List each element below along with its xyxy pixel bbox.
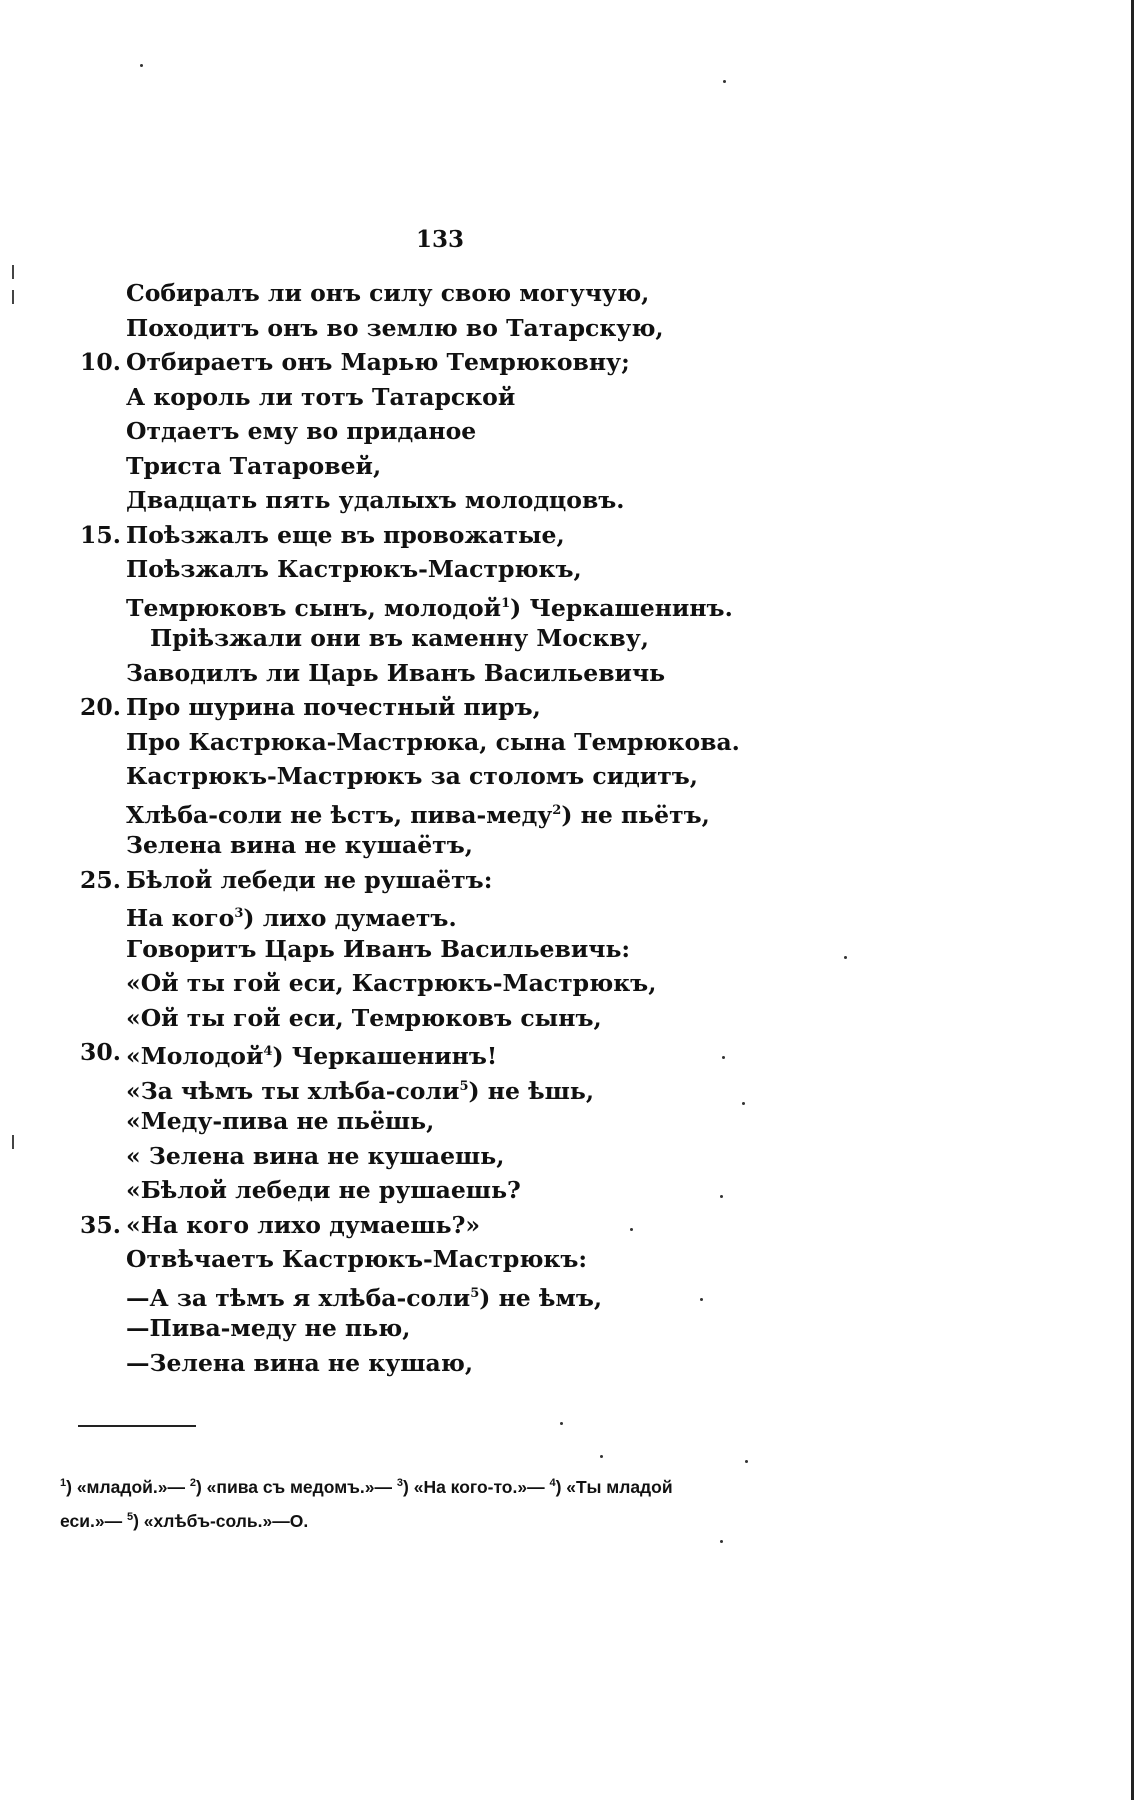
verse-text-part: «Меду-пива не пьёшь, bbox=[126, 1107, 435, 1135]
footnote-number: 3 bbox=[396, 1477, 404, 1489]
footnote-line-1: $^1$) «младой.»— $^2$) «пива съ медомъ.»— $^3$) «На кого-то.»— $^4$) «Ты младой bbox=[60, 1477, 673, 1497]
verse-line bbox=[0, 587, 900, 622]
verse-text-part: Двадцать пять удалыхъ молодцовъ. bbox=[126, 486, 625, 514]
verse-line bbox=[0, 552, 900, 587]
verse-text: На кого$^3$) лихо думаетъ. bbox=[126, 904, 457, 932]
verse-text bbox=[126, 759, 698, 794]
verse-text-part: Походитъ онъ во землю во Татарскую, bbox=[126, 313, 664, 342]
footnote-ref: 5 bbox=[470, 1285, 480, 1301]
footnote-ref: 5 bbox=[459, 1078, 469, 1094]
line-number: 25. bbox=[80, 865, 121, 894]
verse-text-part: Триста Татаровей, bbox=[126, 451, 382, 480]
scan-speck bbox=[720, 1540, 723, 1543]
verse-text-part: лихо думаетъ. bbox=[254, 904, 457, 932]
verse-text bbox=[126, 552, 582, 587]
verse-line bbox=[0, 1346, 900, 1381]
verse-text: «За чѣмъ ты хлѣба-соли$^5$) не ѣшь, bbox=[126, 1076, 595, 1105]
verse-text-part: «Ой ты гой еси, Темрюковъ сынъ, bbox=[126, 1003, 602, 1032]
scan-speck bbox=[844, 956, 847, 959]
footnote-text: «младой.»— bbox=[71, 1477, 190, 1497]
verse-text-part: Про шурина почестный пиръ, bbox=[126, 693, 541, 721]
verse-text bbox=[126, 1139, 504, 1174]
verse-text bbox=[126, 449, 381, 484]
scan-mark bbox=[12, 265, 14, 279]
verse-line bbox=[0, 932, 900, 967]
footnote-text: «пива съ медомъ.»— bbox=[201, 1477, 397, 1497]
scan-speck bbox=[723, 80, 726, 83]
line-number: 35. bbox=[80, 1210, 121, 1239]
verse-block bbox=[0, 276, 900, 1380]
verse-line bbox=[0, 1208, 900, 1243]
verse-text-part: Бѣлой лебеди не рушаётъ: bbox=[126, 865, 493, 894]
scan-speck bbox=[140, 64, 143, 67]
footnote-rule bbox=[78, 1425, 196, 1427]
verse-text bbox=[126, 1311, 410, 1346]
verse-text bbox=[126, 414, 476, 449]
verse-line bbox=[0, 345, 900, 380]
footnote-ref: 4 bbox=[263, 1044, 273, 1059]
verse-line bbox=[0, 518, 900, 553]
footnotes bbox=[60, 1468, 840, 1536]
verse-text-part: Темрюковъ сынъ, молодой bbox=[126, 593, 502, 622]
footnote-number: 5 bbox=[126, 1511, 134, 1523]
verse-line bbox=[0, 414, 900, 449]
verse-text bbox=[126, 690, 541, 725]
scan-speck bbox=[560, 1422, 563, 1425]
scan-speck bbox=[745, 1460, 748, 1463]
verse-line bbox=[0, 690, 900, 725]
verse-text-part: не ѣшь, bbox=[479, 1076, 595, 1105]
verse-line bbox=[0, 828, 900, 863]
verse-text bbox=[126, 1346, 473, 1381]
verse-text-part: «Бѣлой лебеди не рушаешь? bbox=[126, 1176, 521, 1204]
verse-text-part: Поѣзжалъ Кастрюкъ-Мастрюкъ, bbox=[126, 555, 582, 583]
verse-text-part: А король ли тотъ Татарской bbox=[126, 382, 516, 411]
footnote-number: 1 bbox=[60, 1477, 67, 1489]
verse-text-part: Пріѣзжали они въ каменну Москву, bbox=[150, 624, 649, 652]
footnote-text: «хлѣбъ-соль.»—О. bbox=[138, 1511, 309, 1531]
verse-line bbox=[0, 863, 900, 898]
verse-line bbox=[0, 1001, 900, 1036]
verse-text-part: Кастрюкъ-Мастрюкъ за столомъ сидитъ, bbox=[126, 762, 698, 790]
footnote-ref: 3 bbox=[234, 906, 244, 921]
verse-line bbox=[0, 1311, 900, 1346]
verse-text bbox=[126, 828, 473, 863]
verse-text: Хлѣба-соли не ѣстъ, пива-меду$^2$) не пьётъ, bbox=[126, 800, 710, 829]
verse-text bbox=[126, 276, 649, 311]
verse-text bbox=[126, 966, 656, 1001]
verse-text bbox=[150, 621, 649, 656]
verse-text-part: Собиралъ ли онъ силу свою могучую, bbox=[126, 279, 650, 307]
page-number: 133 bbox=[415, 226, 464, 253]
verse-line bbox=[0, 759, 900, 794]
verse-line bbox=[0, 311, 900, 346]
verse-text bbox=[126, 1104, 434, 1139]
footnote-text: «Ты младой bbox=[561, 1477, 673, 1497]
verse-line bbox=[0, 380, 900, 415]
verse-text-part: «Ой ты гой еси, Кастрюкъ-Мастрюкъ, bbox=[126, 969, 657, 997]
scan-speck bbox=[630, 1228, 633, 1231]
scan-speck bbox=[700, 1298, 703, 1301]
scan-speck bbox=[720, 1195, 723, 1198]
verse-line bbox=[0, 276, 900, 311]
verse-line bbox=[0, 483, 900, 518]
verse-line bbox=[0, 794, 900, 829]
verse-text-part: Зелена вина не кушаётъ, bbox=[126, 831, 473, 859]
verse-text bbox=[126, 380, 515, 415]
verse-text-part: Отдаетъ ему во приданое bbox=[126, 417, 477, 445]
verse-line bbox=[0, 1035, 900, 1070]
verse-text bbox=[126, 1001, 602, 1036]
verse-text bbox=[126, 311, 664, 346]
verse-line bbox=[0, 1070, 900, 1105]
verse-line bbox=[0, 966, 900, 1001]
line-number: 15. bbox=[80, 520, 121, 549]
verse-text-part: Говоритъ Царь Иванъ Васильевичь: bbox=[126, 934, 631, 963]
verse-text-part: На кого bbox=[126, 904, 235, 932]
verse-text-part: Хлѣба-соли не ѣстъ, пива-меду bbox=[126, 800, 553, 829]
verse-line bbox=[0, 1173, 900, 1208]
verse-text bbox=[126, 863, 492, 898]
verse-text-part: «На кого лихо думаешь?» bbox=[126, 1210, 481, 1239]
verse-line bbox=[0, 621, 900, 656]
verse-text bbox=[126, 483, 625, 518]
footnote-number: 2 bbox=[189, 1477, 196, 1489]
verse-line bbox=[0, 1277, 900, 1312]
verse-text-part: « Зелена вина не кушаешь, bbox=[126, 1141, 505, 1170]
verse-text bbox=[126, 725, 740, 760]
verse-text-part: —Пива-меду не пью, bbox=[126, 1314, 411, 1342]
verse-text-part: «За чѣмъ ты хлѣба-соли bbox=[126, 1076, 460, 1105]
verse-text: —А за тѣмъ я хлѣба-соли$^5$) не ѣмъ, bbox=[126, 1283, 603, 1312]
verse-text-part: Черкашенинъ. bbox=[521, 593, 733, 622]
verse-text-part: Отвѣчаетъ Кастрюкъ-Мастрюкъ: bbox=[126, 1245, 588, 1273]
verse-line bbox=[0, 897, 900, 932]
verse-text-part: «Молодой bbox=[126, 1042, 264, 1070]
scan-speck bbox=[600, 1455, 603, 1458]
line-number: 30. bbox=[80, 1038, 121, 1066]
verse-text bbox=[126, 345, 630, 380]
footnote-text: еси.»— bbox=[60, 1511, 127, 1531]
scan-speck bbox=[722, 1056, 725, 1059]
verse-text-part: Поѣзжалъ еще въ провожатые, bbox=[126, 520, 565, 549]
verse-line bbox=[0, 449, 900, 484]
verse-line bbox=[0, 656, 900, 691]
footnote-text: «На кого-то.»— bbox=[408, 1477, 550, 1497]
verse-line bbox=[0, 725, 900, 760]
verse-text bbox=[126, 932, 630, 967]
verse-text bbox=[126, 656, 665, 691]
verse-text-part: не ѣмъ, bbox=[490, 1283, 603, 1312]
verse-line bbox=[0, 1139, 900, 1174]
verse-line bbox=[0, 1242, 900, 1277]
verse-text-part: —Зелена вина не кушаю, bbox=[126, 1348, 474, 1377]
footnote-ref: 2 bbox=[552, 802, 562, 818]
line-number: 10. bbox=[80, 348, 121, 376]
verse-text-part: Про Кастрюка-Мастрюка, сына Темрюкова. bbox=[126, 727, 740, 756]
scan-speck bbox=[742, 1102, 745, 1105]
verse-text-part: Черкашенинъ! bbox=[283, 1042, 498, 1070]
footnote-line-2: еси.»— $^5$) «хлѣбъ-соль.»—О. bbox=[60, 1511, 309, 1531]
verse-text-part: не пьётъ, bbox=[572, 800, 710, 829]
scan-mark bbox=[12, 1135, 14, 1149]
verse-text-part: —А за тѣмъ я хлѣба-соли bbox=[126, 1283, 471, 1312]
verse-text-part: Заводилъ ли Царь Иванъ Васильевичь bbox=[126, 658, 666, 687]
verse-text-part: Отбираетъ онъ Марью Темрюковну; bbox=[126, 348, 630, 376]
line-number: 20. bbox=[80, 693, 121, 721]
footnote-ref: 1 bbox=[501, 595, 511, 611]
verse-text: «Молодой$^4$) Черкашенинъ! bbox=[126, 1042, 498, 1070]
verse-text bbox=[126, 1173, 521, 1208]
verse-text bbox=[126, 1242, 587, 1277]
scan-mark bbox=[12, 290, 14, 304]
verse-text: Темрюковъ сынъ, молодой$^1$) Черкашенинъ. bbox=[126, 593, 733, 622]
footnote-number: 4 bbox=[549, 1477, 556, 1489]
verse-line bbox=[0, 1104, 900, 1139]
verse-text bbox=[126, 518, 565, 553]
verse-text bbox=[126, 1208, 480, 1243]
page-edge-line bbox=[1131, 0, 1134, 1800]
